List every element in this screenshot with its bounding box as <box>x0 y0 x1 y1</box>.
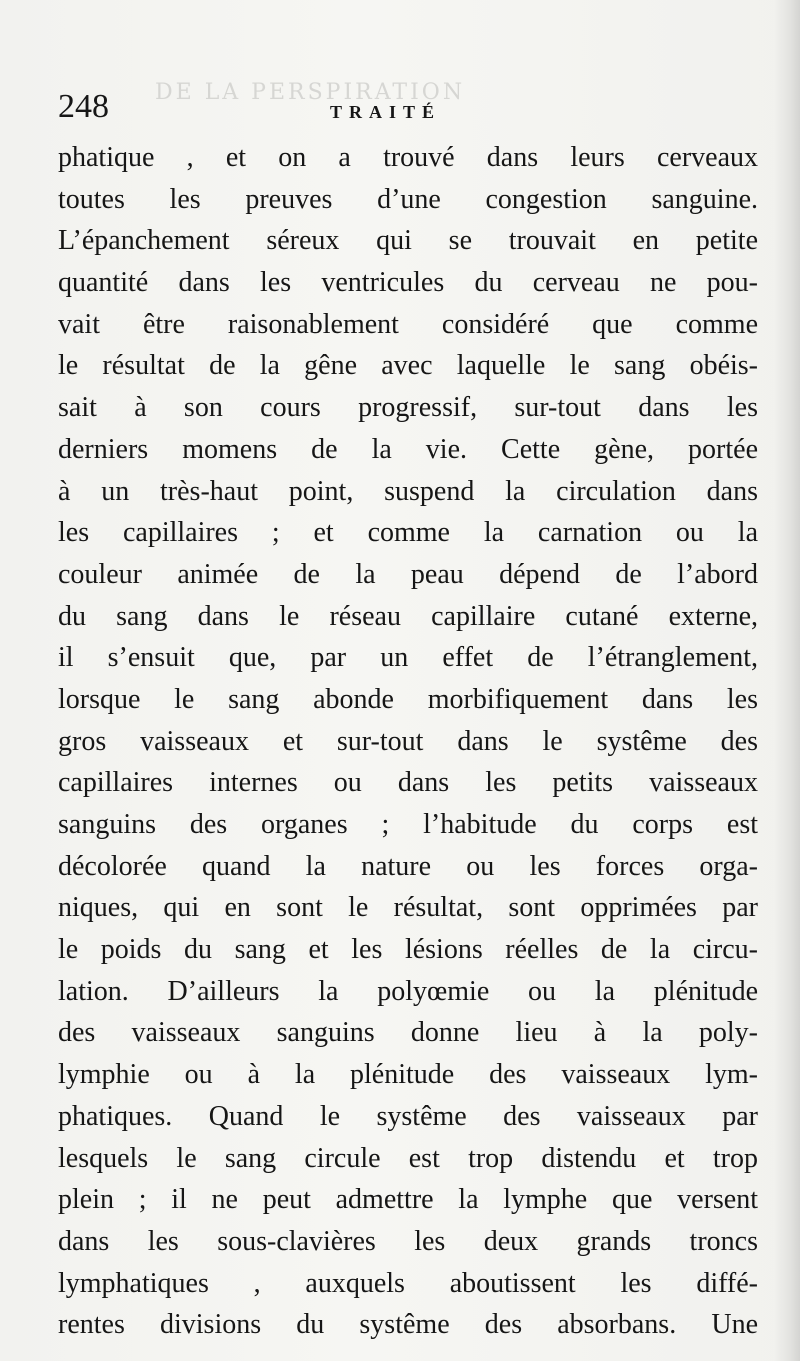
text-line: vait être raisonablement considéré que comme <box>58 308 758 340</box>
text-line: le poids du sang et les lésions réelles de la circu- <box>58 934 758 966</box>
text-line: sanguins des organes ; l’habitude du corps est <box>58 809 758 840</box>
text-line: phatique , et on a trouvé dans leurs cerveaux <box>58 142 758 173</box>
page-header <box>58 88 758 128</box>
page-edge-shadow <box>774 0 800 1361</box>
text-line: lorsque le sang abonde morbifiquement dans les <box>58 683 758 715</box>
text-line: il s’ensuit que, par un effet de l’étranglement, <box>58 642 758 674</box>
text-line: L’épanchement séreux qui se trouvait en petite <box>58 225 758 257</box>
text-line: décolorée quand la nature ou les forces orga- <box>58 850 758 882</box>
text-line: les capillaires ; et comme la carnation ou la <box>58 517 758 549</box>
text-line: lymphatiques , auxquels aboutissent les diffé- <box>58 1267 758 1299</box>
text-line: gros vaisseaux et sur-tout dans le systême des <box>58 725 758 757</box>
text-line: toutes les preuves d’une congestion sanguine. <box>58 183 758 215</box>
text-line: dans les sous-clavières les deux grands troncs <box>58 1225 758 1257</box>
bleed-through-text: DE LA PERSPIRATION <box>155 80 466 105</box>
text-line: lation. D’ailleurs la polyœmie ou la plénitude <box>58 975 758 1007</box>
text-line: à un très-haut point, suspend la circulation dans <box>58 475 758 507</box>
text-line: quantité dans les ventricules du cerveau ne pou- <box>58 267 758 299</box>
text-line: derniers momens de la vie. Cette gène, portée <box>58 433 758 465</box>
text-line: lymphie ou à la plénitude des vaisseaux lym- <box>58 1059 758 1091</box>
text-line: le résultat de la gêne avec laquelle le sang obéis- <box>58 350 758 382</box>
text-line: plein ; il ne peut admettre la lymphe que versent <box>58 1184 758 1216</box>
text-line: capillaires internes ou dans les petits vaisseaux <box>58 767 758 799</box>
text-line: lesquels le sang circule est trop distendu et trop <box>58 1142 758 1174</box>
running-title: TRAITÉ <box>330 102 442 122</box>
text-line: du sang dans le réseau capillaire cutané externe, <box>58 600 758 632</box>
text-line: rentes divisions du systême des absorbans. Une <box>58 1309 758 1341</box>
text-line: des vaisseaux sanguins donne lieu à la poly- <box>58 1017 758 1049</box>
text-line: couleur animée de la peau dépend de l’abord <box>58 558 758 590</box>
text-line: sait à son cours progressif, sur-tout dans les <box>58 392 758 424</box>
text-line: phatiques. Quand le systême des vaisseaux par <box>58 1100 758 1132</box>
page-number: 248 <box>58 88 109 125</box>
text-line: niques, qui en sont le résultat, sont opprimées par <box>58 892 758 924</box>
body-text <box>58 137 758 1346</box>
